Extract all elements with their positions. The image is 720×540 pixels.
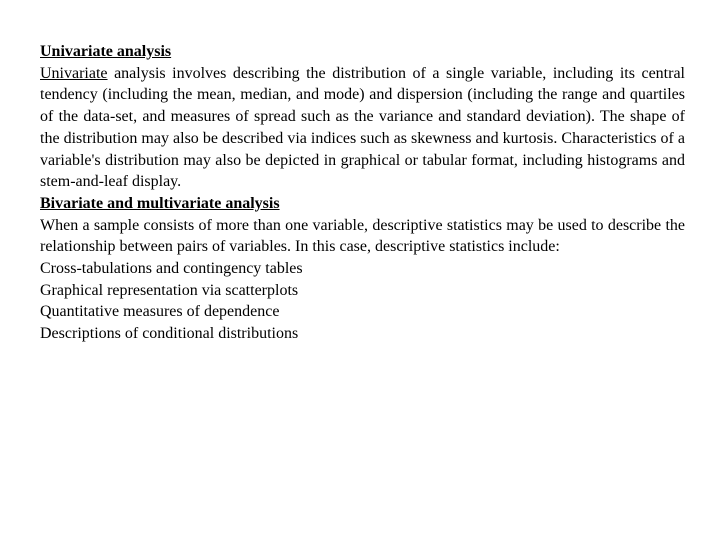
- univariate-paragraph: [40, 63, 685, 193]
- bivariate-heading: Bivariate and multivariate analysis: [40, 194, 280, 212]
- list-item-scatterplots: Graphical representation via scatterplots: [40, 281, 299, 299]
- list-item-dependence: Quantitative measures of dependence: [40, 303, 280, 321]
- univariate-body: analysis involves describing the distribution of a single variable, including its central tendency (including the mean, median, and mode) and dispersion (including the range and quartiles of the data-set, and measures of spread such as the variance and standard deviation). The shape of the distribution may also be described via indices such as skewness and kurtosis. Characteristics of a variable's distribution may also be depicted in graphical or tabular format, including histograms and stem-and-leaf display.: [40, 64, 685, 191]
- bivariate-paragraph: When a sample consists of more than one variable, descriptive statistics may be used to describe the relationship between pairs of variables. In this case, descriptive statistics include:: [40, 216, 685, 256]
- univariate-heading: Univariate analysis: [40, 43, 172, 60]
- univariate-term: Univariate: [40, 64, 108, 82]
- list-item-conditional-distributions: Descriptions of conditional distributions: [40, 325, 299, 343]
- list-item-cross-tabulations: Cross-tabulations and contingency tables: [40, 260, 303, 278]
- slide-content: [40, 41, 685, 345]
